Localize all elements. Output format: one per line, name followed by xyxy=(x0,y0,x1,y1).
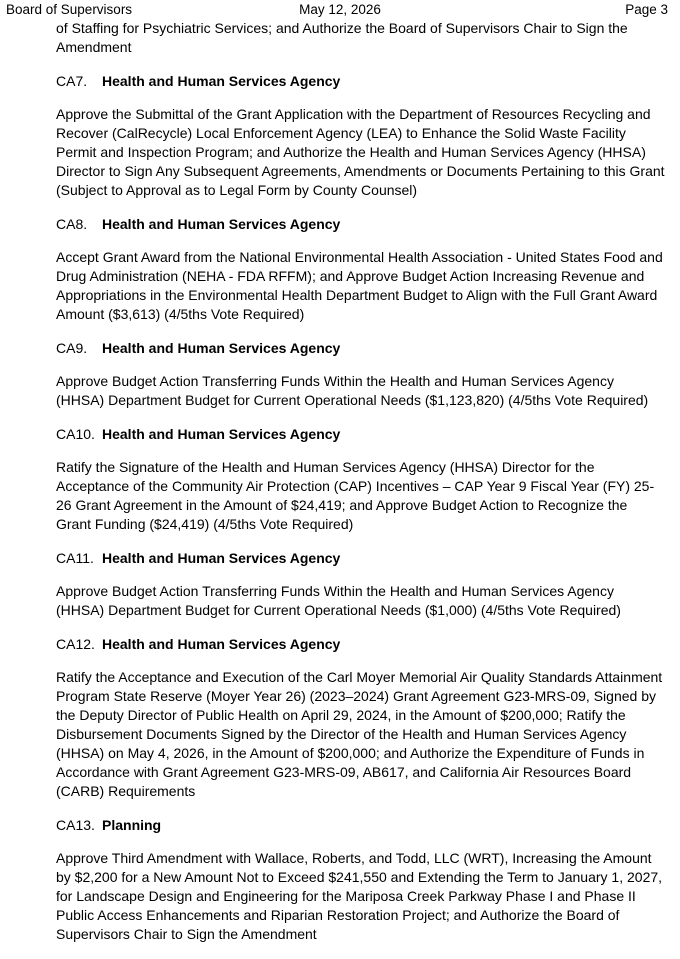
item-heading xyxy=(56,215,666,234)
carryover-text: of Staffing for Psychiatric Services; and Authorize the Board of Supervisors Chair to Sign the Amendment xyxy=(56,20,628,55)
item-department: Health and Human Services Agency xyxy=(102,73,341,89)
item-department: Health and Human Services Agency xyxy=(102,636,341,652)
item-code: CA10. xyxy=(56,426,95,442)
item-heading xyxy=(56,72,666,91)
item-department: Planning xyxy=(102,817,162,833)
item-department: Health and Human Services Agency xyxy=(102,426,341,442)
item-heading xyxy=(56,635,666,654)
item-code: CA8. xyxy=(56,216,88,232)
agenda-item-ca11 xyxy=(56,549,666,620)
agenda-item-ca13 xyxy=(56,816,666,944)
item-code: CA13. xyxy=(56,817,95,833)
item-department: Health and Human Services Agency xyxy=(102,340,341,356)
agenda-item-ca7 xyxy=(56,72,666,200)
header-meeting-date: May 12, 2026 xyxy=(299,2,381,17)
agenda-item-ca12 xyxy=(56,635,666,801)
item-heading xyxy=(56,549,666,568)
page-header xyxy=(0,0,680,20)
item-heading xyxy=(56,339,666,358)
item-description: Accept Grant Award from the National Environmental Health Association - United States Food and Drug Administration (NEHA - FDA RFFM); and Approve Budget Action Increasing Revenue and Appropriations in the Environmental Health Department Budget to Align with the Full Grant Award Amount ($3,613) (4/5ths Vote Required) xyxy=(56,249,663,322)
item-code: CA7. xyxy=(56,73,88,89)
agenda-item-ca10 xyxy=(56,425,666,534)
header-page-number: Page 3 xyxy=(625,2,668,17)
item-description: Approve the Submittal of the Grant Application with the Department of Resources Recycling and Recover (CalRecycle) Local Enforcement Agency (LEA) to Enhance the Solid Waste Facility Permit and Inspection Program; and Authorize the Health and Human Services Agency (HHSA) Director to Sign Any Subsequent Agreements, Amendments or Documents Pertaining to this Grant (Subject to Approval as to Legal Form by County Counsel) xyxy=(56,106,665,198)
item-description: Approve Budget Action Transferring Funds Within the Health and Human Services Agency (HHSA) Department Budget for Current Operational Needs ($1,000) (4/5ths Vote Required) xyxy=(56,583,621,618)
item-heading xyxy=(56,425,666,444)
item-description: Approve Third Amendment with Wallace, Roberts, and Todd, LLC (WRT), Increasing the Amount by $2,200 for a New Amount Not to Exceed $241,550 and Extending the Term to January 1, 2027, for Landscape Design and Engineering for the Mariposa Creek Parkway Phase I and Phase II Public Access Enhancements and Riparian Restoration Project; and Authorize the Board of Supervisors Chair to Sign the Amendment xyxy=(56,850,663,942)
item-department: Health and Human Services Agency xyxy=(102,550,341,566)
header-board-name: Board of Supervisors xyxy=(6,2,133,17)
item-code: CA9. xyxy=(56,340,88,356)
item-description: Ratify the Acceptance and Execution of the Carl Moyer Memorial Air Quality Standards Attainment Program State Reserve (Moyer Year 26) (2023–2024) Grant Agreement G23-MRS-09, Signed by the Deputy Director of Public Health on April 29, 2024, in the Amount of $200,000; Ratify the Disbursement Documents Signed by the Director of the Health and Human Services Agency (HHSA) on May 4, 2026, in the Amount of $200,000; and Authorize the Expenditure of Funds in Accordance with Grant Agreement G23-MRS-09, AB617, and California Air Resources Board (CARB) Requirements xyxy=(56,669,663,799)
agenda-item-ca9 xyxy=(56,339,666,410)
agenda-item-ca8 xyxy=(56,215,666,324)
item-description: Ratify the Signature of the Health and Human Services Agency (HHSA) Director for the Acceptance of the Community Air Protection (CAP) Incentives – CAP Year 9 Fiscal Year (FY) 25-26 Grant Agreement in the Amount of $24,419; and Approve Budget Action to Recognize the Grant Funding ($24,419) (4/5ths Vote Required) xyxy=(56,459,655,532)
agenda-content xyxy=(56,19,666,959)
item-department: Health and Human Services Agency xyxy=(102,216,341,232)
item-description: Approve Budget Action Transferring Funds Within the Health and Human Services Agency (HHSA) Department Budget for Current Operational Needs ($1,123,820) (4/5ths Vote Required) xyxy=(56,373,649,408)
item-code: CA12. xyxy=(56,636,95,652)
item-code: CA11. xyxy=(56,550,94,566)
item-heading xyxy=(56,816,666,835)
